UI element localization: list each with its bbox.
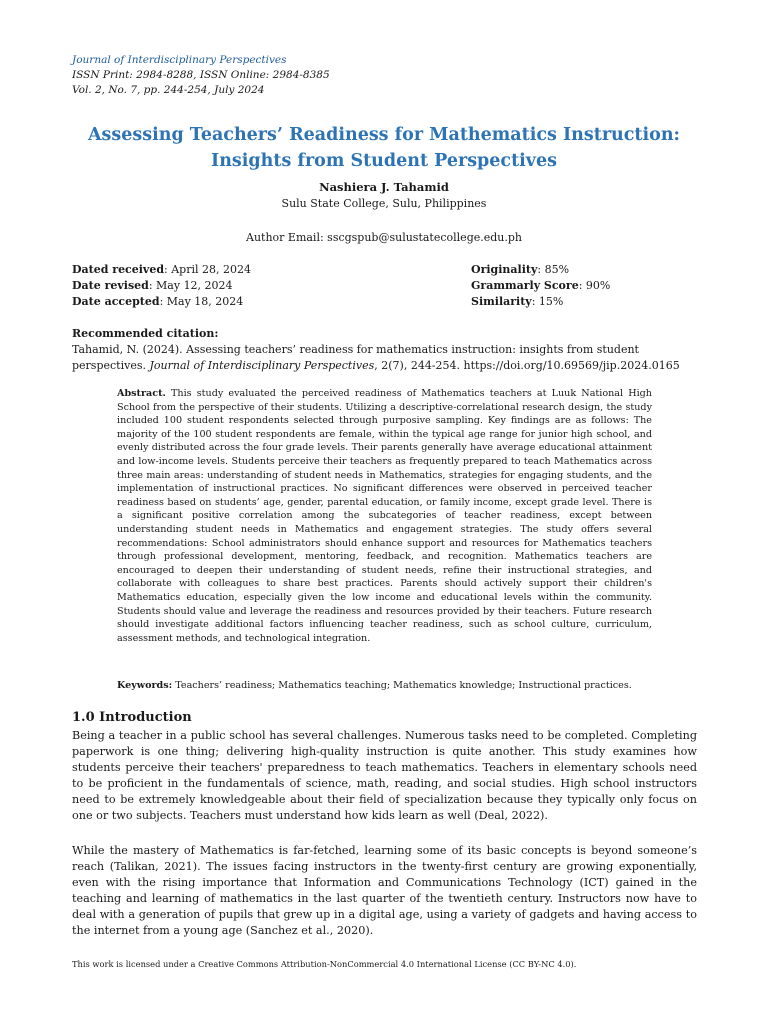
- abstract-text: This study evaluated the perceived readiness of Mathematics teachers at Luuk National High School from the perspective of their students. Utilizing a descriptive-correlational research design, the study included 100 student respondents selected through purposive sampling. Key findings are as follows: The majority of the 100 student respondents are female, within the typical age range for junior high school, and evenly distributed across the four grade levels. Their parents generally have average educational attainment and low-income levels. Students perceive their teachers as frequently prepared to teach Mathematics across three main areas: understanding of student needs in Mathematics, strategies for engaging students, and the implementation of instructional practices. No significant differences were observed in perceived teacher readiness based on students’ age, gender, parental education, or family income, except grade level. There is a significant positive correlation among the subcategories of teacher readiness, except between understanding student needs in Mathematics and engagement strategies. The study offers several recommendations: School administrators should enhance support and resources for Mathematics teachers through professional development, mentoring, feedback, and recognition. Mathematics teachers are encouraged to deepen their understanding of student needs, refine their instructional strategies, and collaborate with colleagues to share best practices. Parents should actively support their children's Mathematics education, especially given the low income and educational levels within the community. Students should value and leverage the readiness and resources provided by their teachers. Future research should investigate additional factors influencing teacher readiness, such as school culture, curriculum, assessment methods, and technological integration.: [117, 388, 652, 644]
- date-received-label: Dated received: [72, 263, 165, 276]
- intro-paragraph-2: While the mastery of Mathematics is far-fetched, learning some of its basic concepts is beyond someone’s reach (Talikan, 2021). The issues facing instructors in the twenty-first century are growing exponentially, even with the rising importance that Information and Communications Technology (ICT) gained in the teaching and learning of mathematics in the last quarter of the twentieth century. Instructors now have to deal with a generation of pupils that grew up in a digital age, using a variety of gadgets and having access to the internet from a young age (Sanchez et al., 2020).: [72, 844, 697, 937]
- date-accepted-row: [72, 294, 251, 310]
- recommended-citation: [72, 326, 702, 374]
- title-line-2: Insights from Student Perspectives: [211, 151, 557, 171]
- citation-text-start: Tahamid, N. (2024). Assessing teachers’ readiness for mathematics instruction: insights from student perspectives.: [72, 343, 639, 372]
- keywords: [117, 679, 652, 693]
- keywords-text: Teachers’ readiness; Mathematics teaching; Mathematics knowledge; Instructional practices.: [175, 680, 632, 691]
- abstract-label: Abstract.: [117, 388, 166, 399]
- volume-line: Vol. 2, No. 7, pp. 244-254, July 2024: [72, 84, 265, 96]
- journal-name[interactable]: Journal of Interdisciplinary Perspectives: [72, 54, 287, 66]
- scores-block: [471, 262, 610, 310]
- date-accepted-value: : May 18, 2024: [159, 295, 244, 308]
- author-email-line: [0, 231, 768, 244]
- author-name: Nashiera J. Tahamid: [319, 180, 449, 194]
- dates-block: [72, 262, 251, 310]
- similarity-row: [471, 294, 610, 310]
- email-link[interactable]: sscgspub@sulustatecollege.edu.ph: [327, 231, 522, 244]
- email-label: Author Email:: [246, 231, 324, 244]
- similarity-label: Similarity: [471, 295, 532, 308]
- title-line-1: Assessing Teachers’ Readiness for Mathematics Instruction:: [87, 125, 681, 145]
- journal-header: [72, 53, 330, 98]
- date-received-value: : April 28, 2024: [164, 263, 251, 276]
- abstract: [117, 387, 652, 645]
- date-revised-row: [72, 278, 251, 294]
- date-revised-label: Date revised: [72, 279, 149, 292]
- issn-line: ISSN Print: 2984-8288, ISSN Online: 2984-8385: [72, 69, 330, 81]
- section-heading-introduction: 1.0 Introduction: [72, 710, 192, 725]
- date-accepted-label: Date accepted: [72, 295, 160, 308]
- grammarly-label: Grammarly Score: [471, 279, 579, 292]
- license-footer[interactable]: This work is licensed under a Creative Commons Attribution-NonCommercial 4.0 International License (CC BY-NC 4.0).: [72, 959, 577, 969]
- citation-text: [72, 342, 702, 374]
- paper-title: [60, 122, 708, 174]
- author-affiliation: Sulu State College, Sulu, Philippines: [281, 197, 487, 210]
- citation-journal: Journal of Interdisciplinary Perspectives: [149, 359, 375, 372]
- citation-label: Recommended citation:: [72, 327, 219, 340]
- date-received-row: [72, 262, 251, 278]
- grammarly-value: : 90%: [578, 279, 611, 292]
- originality-value: : 85%: [537, 263, 570, 276]
- keywords-label: Keywords:: [117, 680, 173, 691]
- originality-label: Originality: [471, 263, 538, 276]
- date-revised-value: : May 12, 2024: [148, 279, 233, 292]
- intro-paragraph-1: Being a teacher in a public school has several challenges. Numerous tasks need to be completed. Completing paperwork is one thing; delivering high-quality instruction is quite another. This study examines how students perceive their teachers' preparedness to teach mathematics. Teachers in elementary schools need to be proficient in the fundamentals of science, math, reading, and social studies. High school instructors need to be extremely knowledgeable about their field of specialization because they typically only focus on one or two subjects. Teachers must understand how kids learn as well (Deal, 2022).: [72, 729, 697, 822]
- citation-text-end[interactable]: , 2(7), 244-254. https://doi.org/10.69569/jip.2024.0165: [374, 359, 680, 372]
- originality-row: [471, 262, 610, 278]
- grammarly-row: [471, 278, 610, 294]
- similarity-value: : 15%: [531, 295, 564, 308]
